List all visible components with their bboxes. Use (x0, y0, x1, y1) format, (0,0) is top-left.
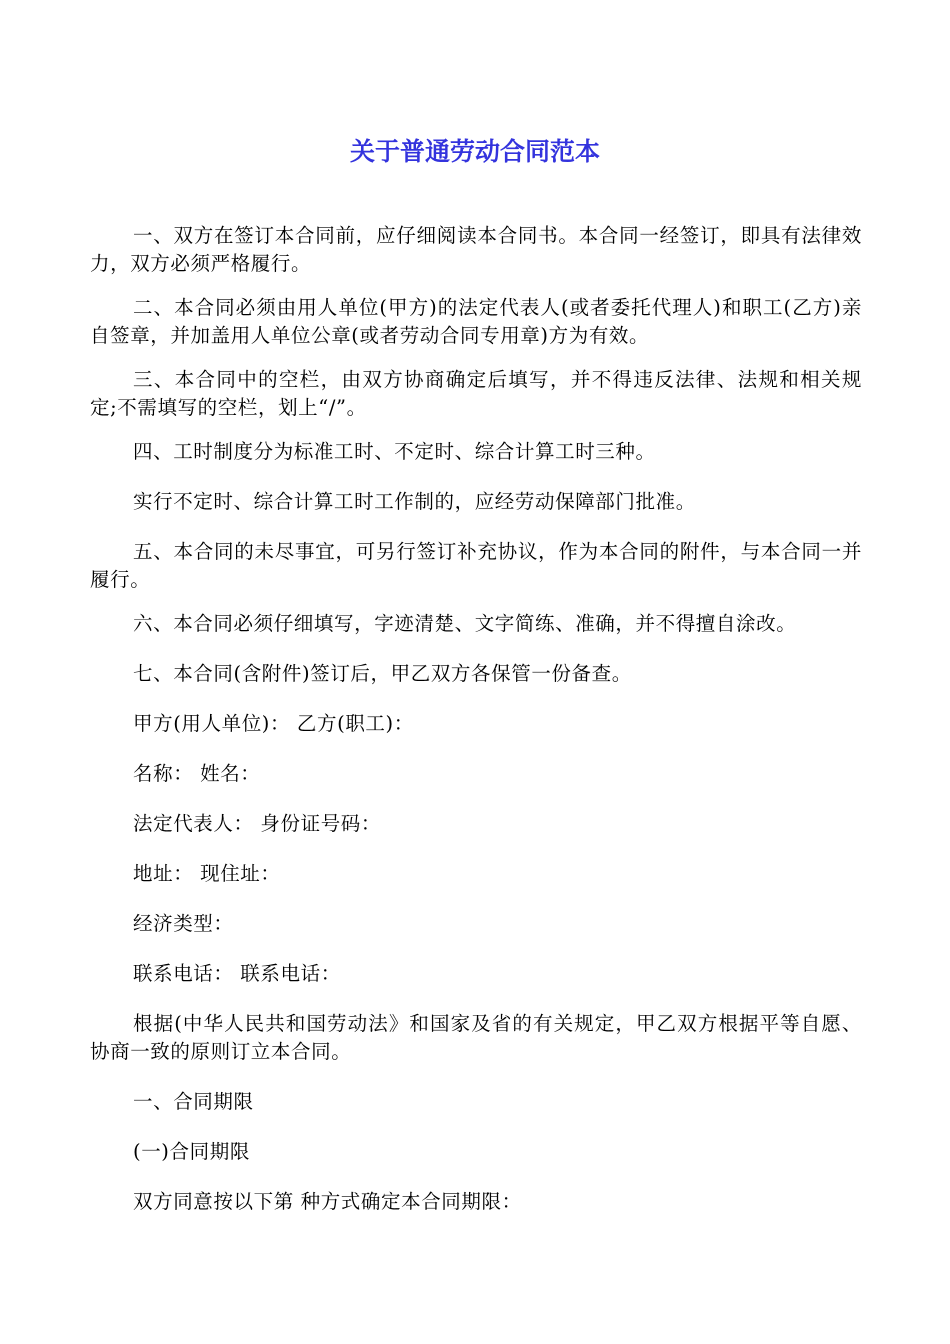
paragraph-8: 七、本合同(含附件)签订后，甲乙双方各保管一份备查。 (133, 662, 632, 685)
paragraph-5: 实行不定时、综合计算工时工作制的，应经劳动保障部门批准。 (133, 490, 696, 513)
document-title: 关于普通劳动合同范本 (349, 137, 600, 166)
paragraph-3: 三、本合同中的空栏，由双方协商确定后填写，并不得违反法律、法规和相关规定;不需填写的空栏，划上“/”。 (90, 368, 862, 419)
document-body (90, 222, 862, 1216)
paragraph-term-method: 双方同意按以下第 种方式确定本合同期限： (133, 1190, 522, 1213)
address-line: 地址： 现住址： (133, 862, 281, 885)
subsection-contract-term: (一)合同期限 (133, 1140, 250, 1163)
paragraph-7: 六、本合同必须仔细填写，字迹清楚、文字简练、准确，并不得擅自涂改。 (133, 612, 797, 635)
paragraph-2: 二、本合同必须由用人单位(甲方)的法定代表人(或者委托代理人)和职工(乙方)亲自签章，并加盖用人单位公章(或者劳动合同专用章)方为有效。 (90, 296, 862, 347)
paragraph-1: 一、双方在签订本合同前，应仔细阅读本合同书。本合同一经签订，即具有法律效力，双方必须严格履行。 (90, 224, 862, 275)
section-contract-term: 一、合同期限 (133, 1090, 254, 1113)
paragraph-4: 四、工时制度分为标准工时、不定时、综合计算工时三种。 (133, 440, 656, 463)
paragraph-basis: 根据(中华人民共和国劳动法》和国家及省的有关规定，甲乙双方根据平等自愿、协商一致的原则订立本合同。 (90, 1012, 862, 1063)
legal-rep-line: 法定代表人： 身份证号码： (133, 812, 381, 835)
phone-line: 联系电话： 联系电话： (133, 962, 341, 985)
paragraph-6: 五、本合同的未尽事宜，可另行签订补充协议，作为本合同的附件，与本合同一并履行。 (90, 540, 862, 591)
economic-type-line: 经济类型： (133, 912, 234, 935)
party-a-b-heading: 甲方(用人单位)： 乙方(职工)： (133, 712, 414, 735)
name-line: 名称： 姓名： (133, 762, 261, 785)
